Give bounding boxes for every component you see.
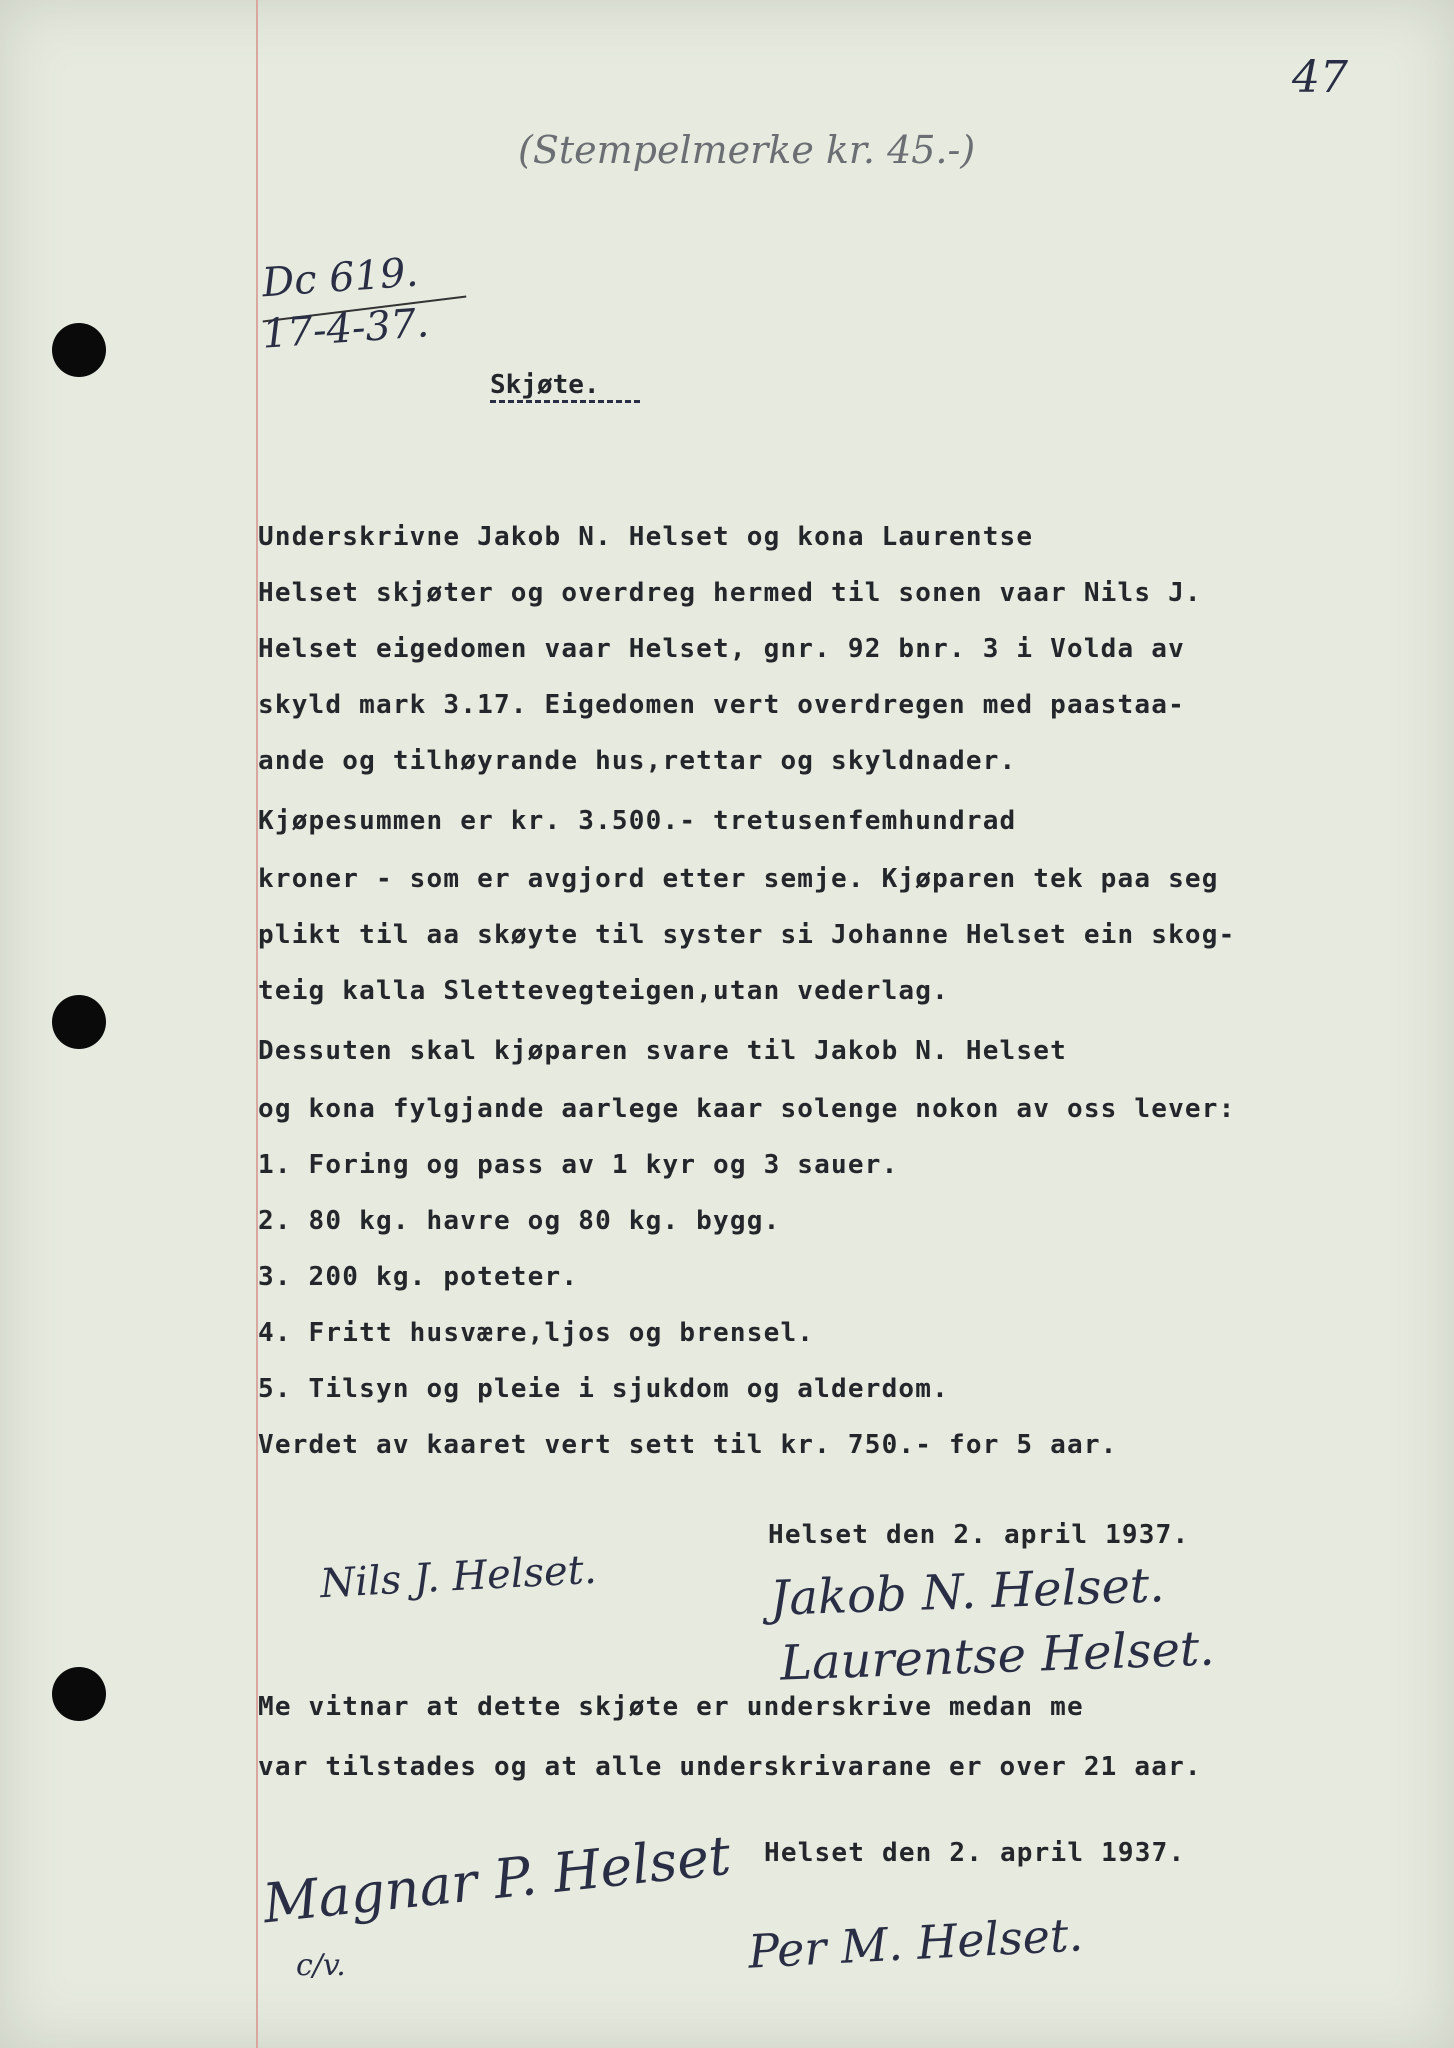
text-line: Underskrivne Jakob N. Helset og kona Laurentse: [258, 522, 1034, 552]
stamp-note: (Stempelmerke kr. 45.-): [518, 128, 976, 172]
title-underline: [490, 400, 640, 403]
list-item: 1. Foring og pass av 1 kyr og 3 sauer.: [258, 1150, 899, 1180]
document-title: Skjøte.: [490, 370, 600, 400]
text-line: Kjøpesummen er kr. 3.500.- tretusenfemhundrad: [258, 806, 1017, 836]
text-line: kroner - som er avgjord etter semje. Kjøparen tek paa seg: [258, 864, 1219, 894]
text-line: Dessuten skal kjøparen svare til Jakob N. Helset: [258, 1036, 1067, 1066]
list-item: 4. Fritt husvære,ljos og brensel.: [258, 1318, 815, 1348]
place-date-2: Helset den 2. april 1937.: [764, 1838, 1186, 1868]
signature-buyer: Nils J. Helset.: [318, 1546, 598, 1608]
text-line: Helset eigedomen vaar Helset, gnr. 92 bnr. 3 i Volda av: [258, 634, 1185, 664]
case-reference: Dc 619.: [260, 249, 420, 307]
list-item: 3. 200 kg. poteter.: [258, 1262, 579, 1292]
punch-hole: [52, 1667, 106, 1721]
page-number: 47: [1292, 52, 1348, 103]
text-line: skyld mark 3.17. Eigedomen vert overdregen med paastaa-: [258, 690, 1185, 720]
witness-text-line: var tilstades og at alle underskrivarane er over 21 aar.: [258, 1752, 1202, 1782]
margin-rule: [256, 0, 258, 2048]
signature-seller-1: Jakob N. Helset.: [769, 1557, 1166, 1627]
signature-witness-2: Per M. Helset.: [746, 1907, 1085, 1979]
text-line: Verdet av kaaret vert sett til kr. 750.- for 5 aar.: [258, 1430, 1118, 1460]
list-item: 2. 80 kg. havre og 80 kg. bygg.: [258, 1206, 781, 1236]
witness-text-line: Me vitnar at dette skjøte er underskrive medan me: [258, 1692, 1084, 1722]
case-date: 17-4-37.: [260, 300, 431, 358]
text-line: og kona fylgjande aarlege kaar solenge nokon av oss lever:: [258, 1094, 1236, 1124]
signature-seller-2: Laurentse Helset.: [779, 1620, 1216, 1692]
signature-witness-1: Magnar P. Helset: [259, 1823, 734, 1936]
punch-hole: [52, 323, 106, 377]
text-line: plikt til aa skøyte til syster si Johanne Helset ein skog-: [258, 920, 1236, 950]
text-line: ande og tilhøyrande hus,rettar og skyldnader.: [258, 746, 1017, 776]
place-date-1: Helset den 2. april 1937.: [768, 1520, 1190, 1550]
punch-hole: [52, 995, 106, 1049]
text-line: Helset skjøter og overdreg hermed til sonen vaar Nils J.: [258, 578, 1202, 608]
signature-witness-1-note: c/v.: [296, 1948, 346, 1983]
list-item: 5. Tilsyn og pleie i sjukdom og alderdom.: [258, 1374, 949, 1404]
text-line: teig kalla Slettevegteigen,utan vederlag.: [258, 976, 949, 1006]
